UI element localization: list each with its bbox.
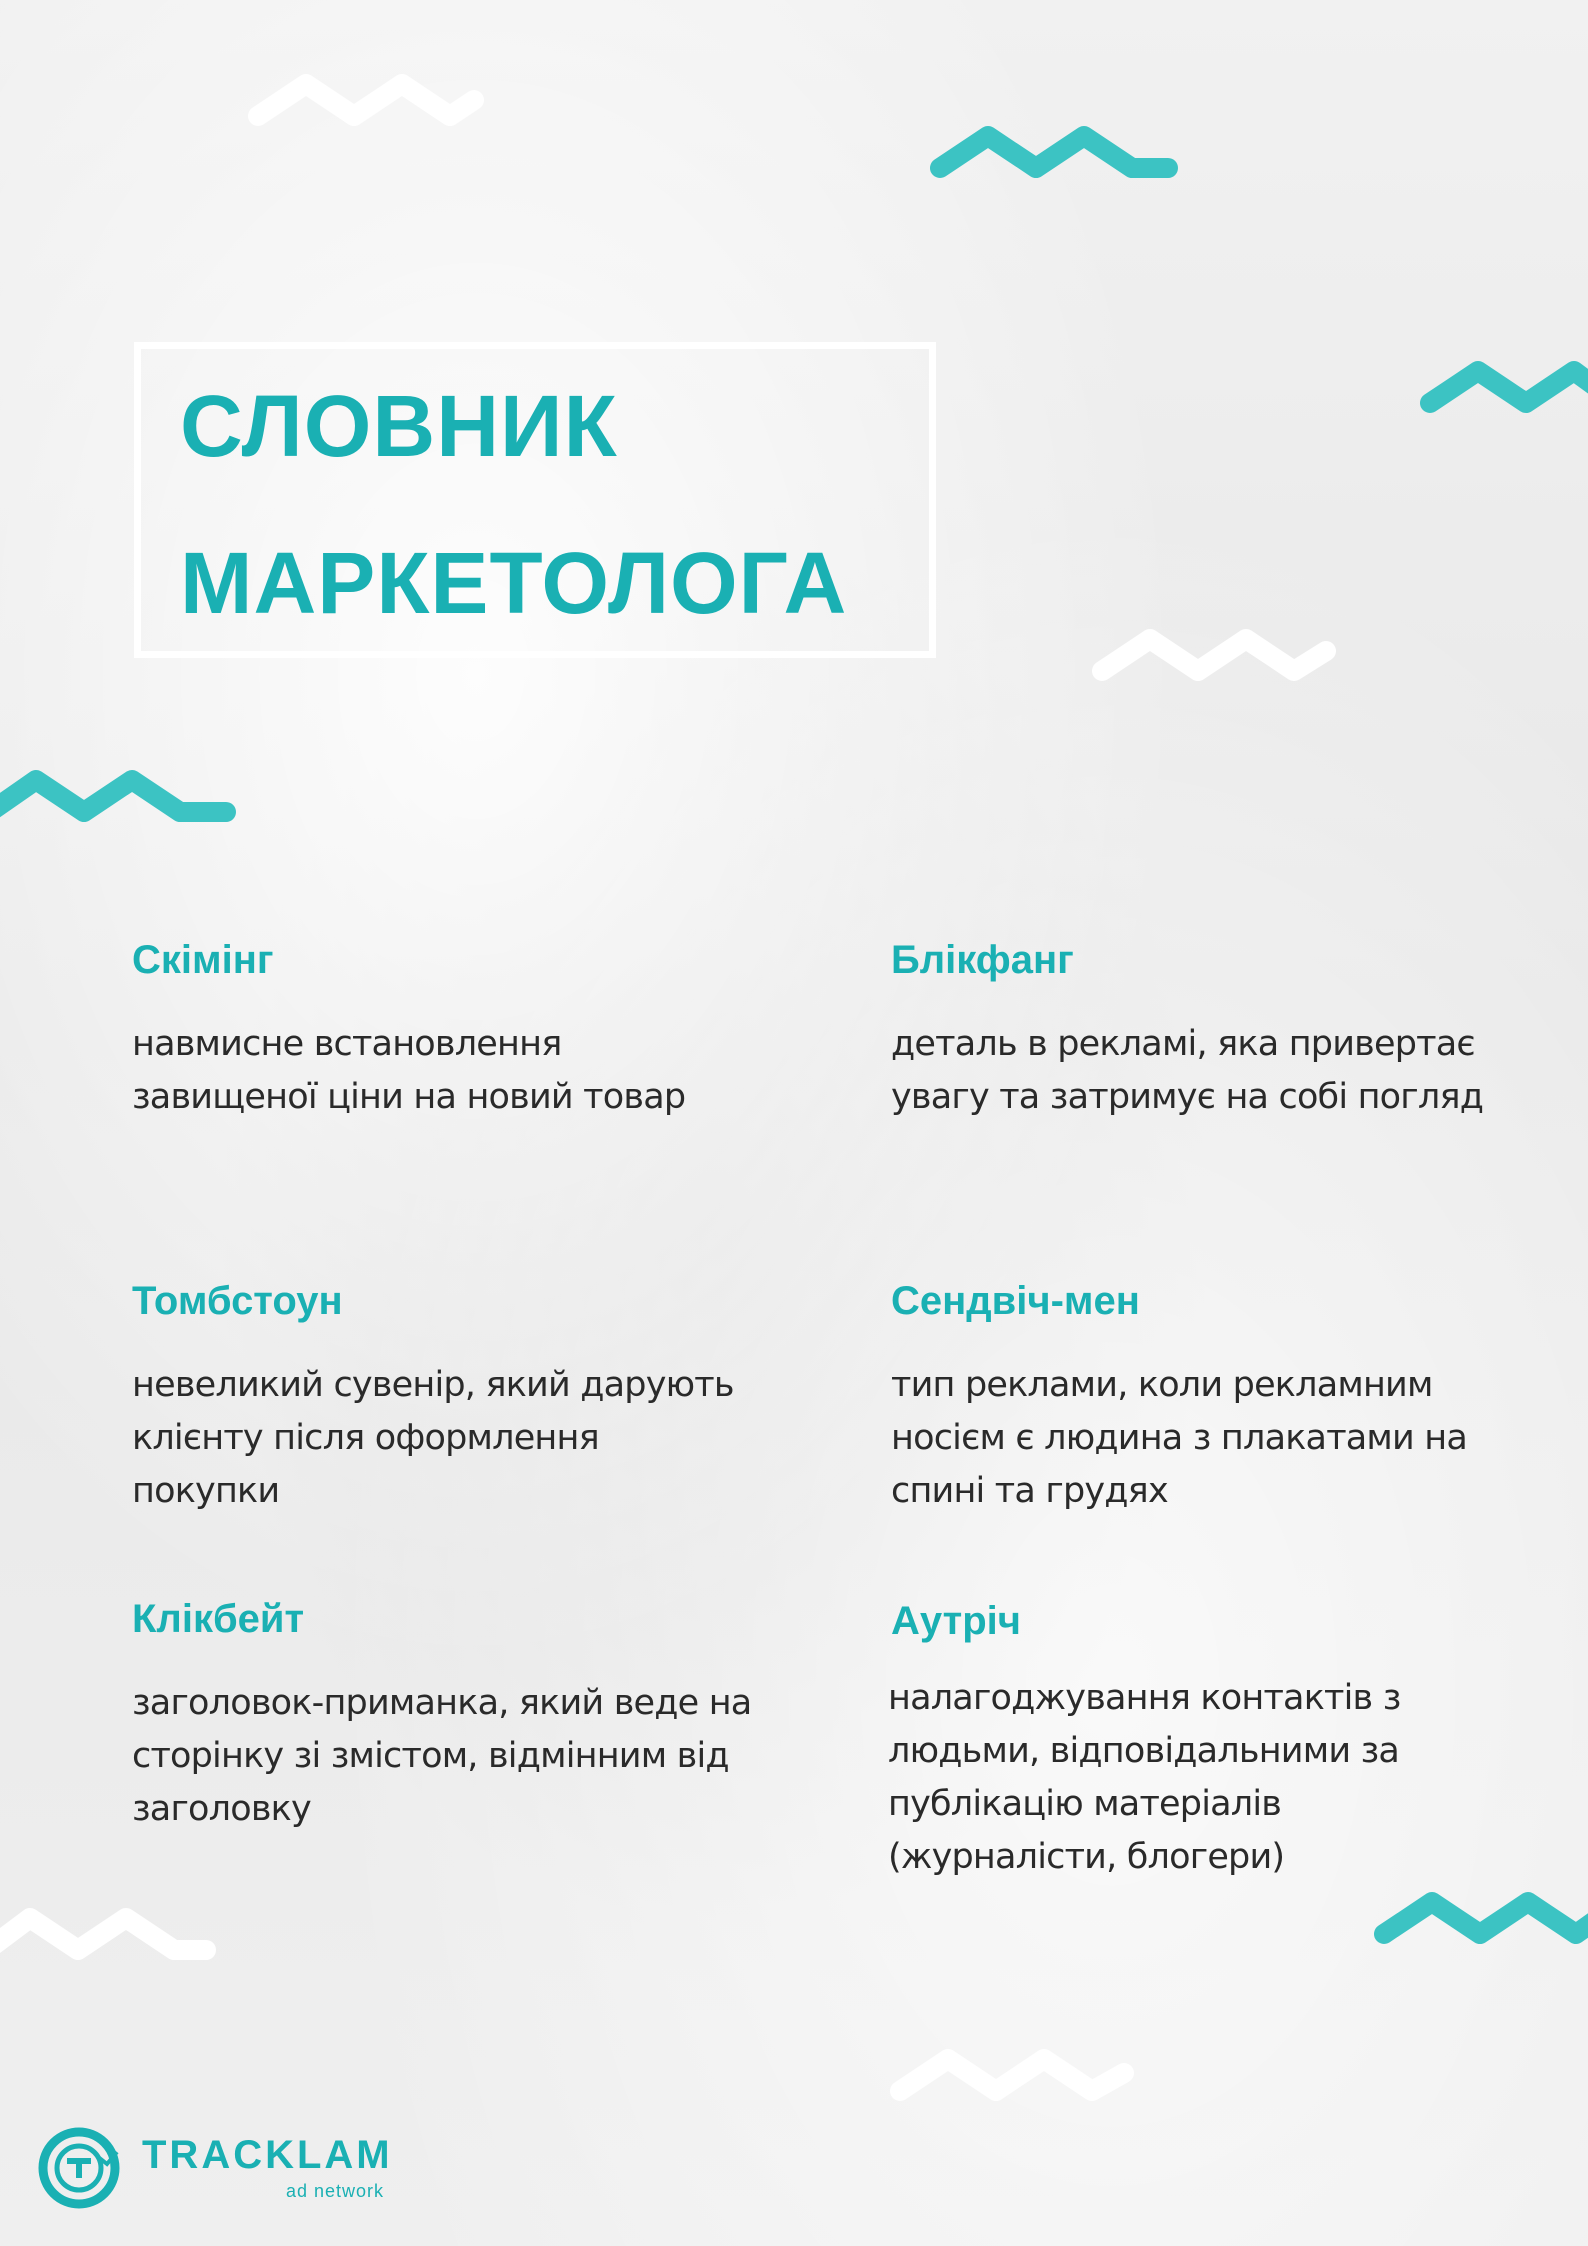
zigzag-icon — [0, 1904, 220, 1964]
page-title-line-2: МАРКЕТОЛОГА — [180, 535, 848, 632]
page-title-line-1: СЛОВНИК — [180, 378, 618, 475]
term-definition: навмисне встановлення завищеної ціни на новий товар — [132, 1024, 686, 1117]
zigzag-icon — [246, 72, 486, 128]
term-heading: Томбстоун — [132, 1279, 343, 1323]
zigzag-icon — [0, 766, 240, 828]
term-definition: тип реклами, коли рекламним носієм є людина з плакатами на спині та грудях — [891, 1365, 1468, 1511]
term-heading: Блікфанг — [891, 938, 1074, 982]
zigzag-icon — [1370, 1886, 1588, 1948]
term-definition: невеликий сувенір, який дарують клієнту після оформлення покупки — [132, 1365, 734, 1511]
zigzag-icon — [928, 122, 1180, 182]
term-heading: Клікбейт — [132, 1597, 305, 1641]
term-heading: Скімінг — [132, 938, 274, 982]
brand-tagline: ad network — [286, 2181, 385, 2201]
zigzag-icon — [1090, 625, 1340, 685]
term-definition: заголовок-приманка, який веде на сторінку зі змістом, відмінним від заголовку — [132, 1683, 752, 1829]
zigzag-icon — [1418, 357, 1588, 417]
term-heading: Аутріч — [891, 1599, 1021, 1643]
tracklam-logo-icon — [37, 2126, 121, 2210]
term-definition: налагоджування контактів з людьми, відповідальними за публікацію матеріалів (журналісти, блогери) — [888, 1678, 1401, 1877]
term-definition: деталь в рекламі, яка привертає увагу та затримує на собі погляд — [891, 1024, 1484, 1117]
brand-name: TRACKLAM — [142, 2133, 393, 2177]
zigzag-icon — [888, 2045, 1138, 2105]
term-heading: Сендвіч-мен — [891, 1279, 1140, 1323]
